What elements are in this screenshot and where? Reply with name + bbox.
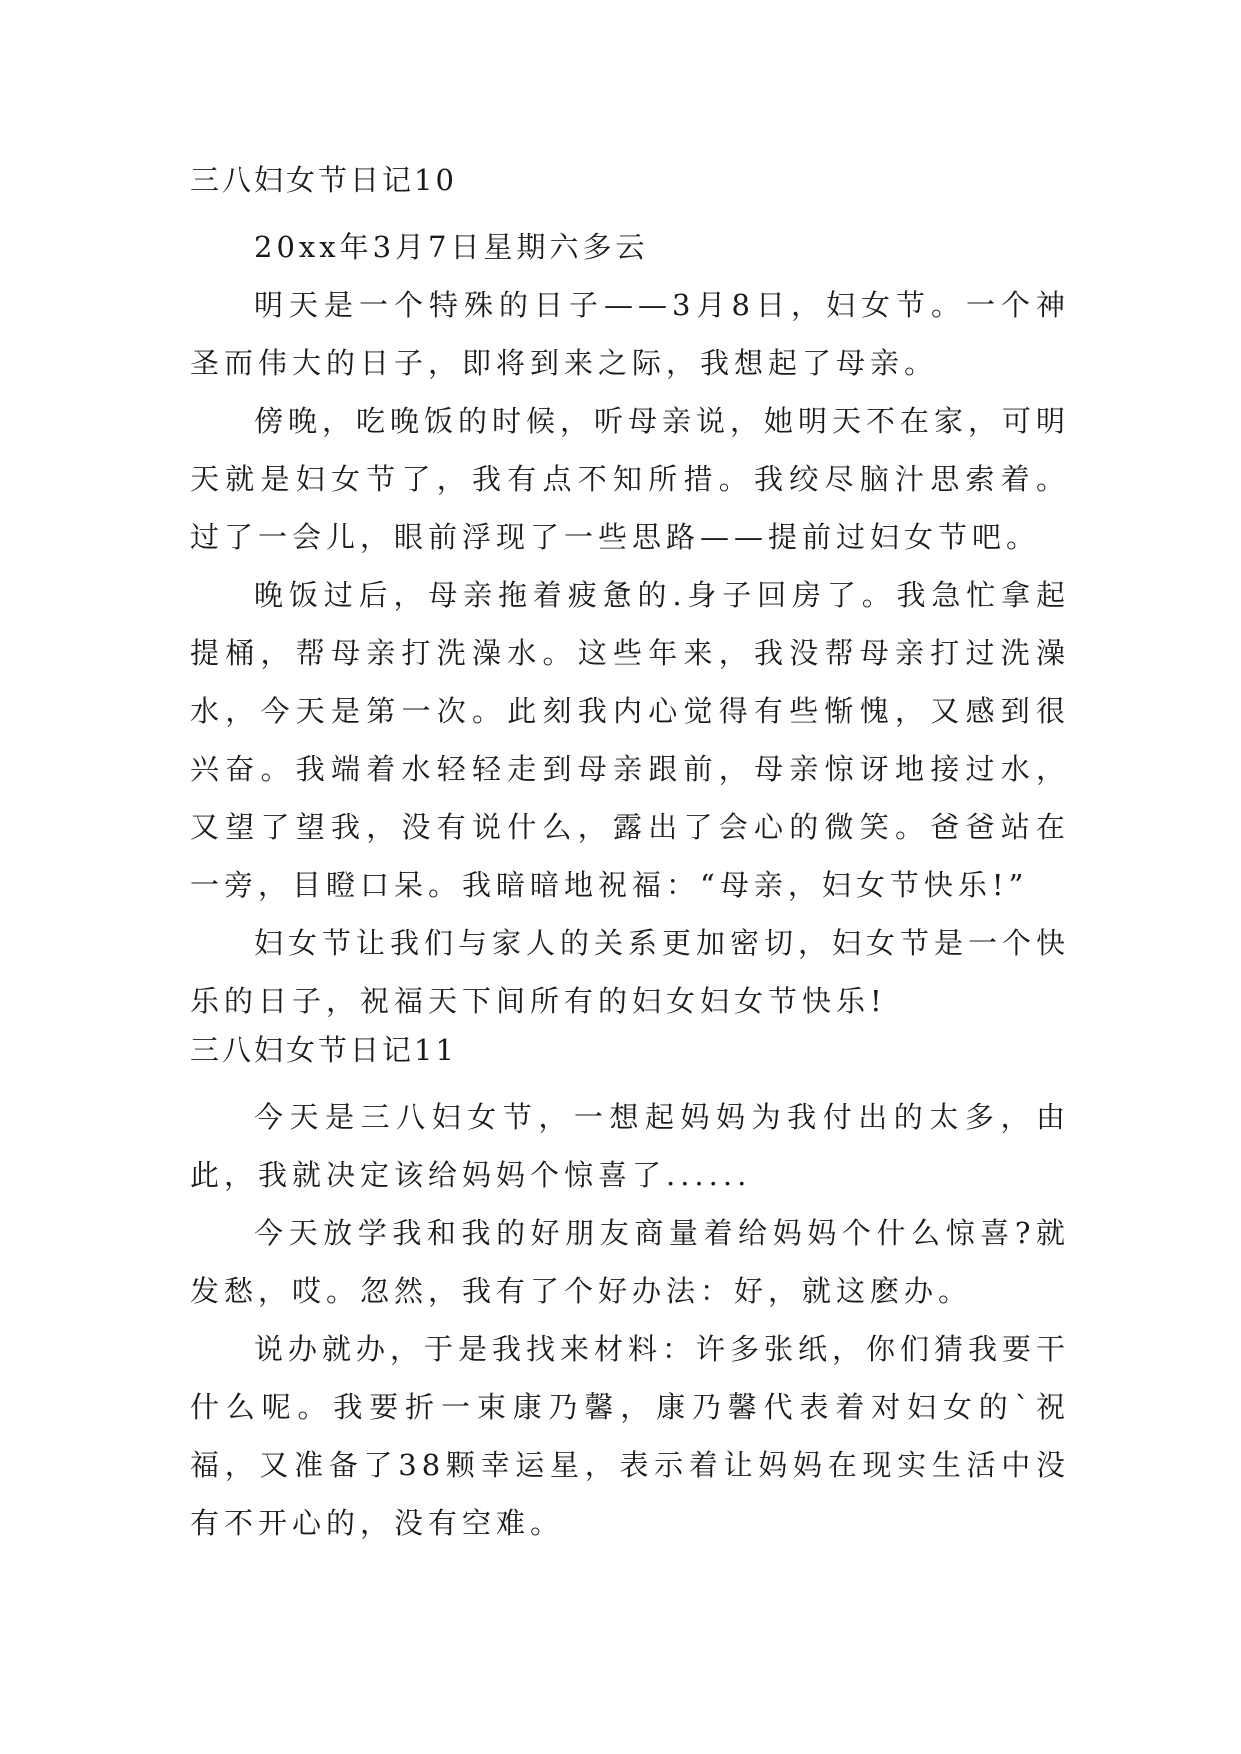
entry-date-line: 20xx年3月7日星期六多云 <box>254 230 649 264</box>
paragraph: 晚饭过后，母亲拖着疲惫的.身子回房了。我急忙拿起提桶，帮母亲打洗澡水。这些年来，我没帮母亲打过洗澡水，今天是第一次。此刻我内心觉得有些惭愧，又感到很兴奋。我端着水轻轻走到母亲跟前，母亲惊讶地接过水，又望了望我，没有说什么，露出了会心的微笑。爸爸站在一旁，目瞪口呆。我暗暗地祝福：“母亲，妇女节快乐!” <box>190 578 1070 902</box>
paragraph: 傍晚，吃晚饭的时候，听母亲说，她明天不在家，可明天就是妇女节了，我有点不知所措。我绞尽脑汁思索着。过了一会儿，眼前浮现了一些思路——提前过妇女节吧。 <box>190 404 1071 554</box>
paragraph: 妇女节让我们与家人的关系更加密切，妇女节是一个快乐的日子，祝福天下间所有的妇女妇女节快乐! <box>190 926 1071 1018</box>
paragraph: 今天是三八妇女节，一想起妈妈为我付出的太多，由此，我就决定该给妈妈个惊喜了...... <box>190 1100 1070 1192</box>
paragraph: 说办就办，于是我找来材料：许多张纸，你们猜我要干什么呢。我要折一束康乃馨，康乃馨代表着对妇女的`祝福，又准备了38颗幸运星，表示着让妈妈在现实生活中没有不开心的，没有空难。 <box>190 1332 1071 1540</box>
entry-title: 三八妇女节日记10 <box>190 163 457 197</box>
diary-entry-11 <box>190 1030 1070 1552</box>
paragraph: 明天是一个特殊的日子——3月8日，妇女节。一个神圣而伟大的日子，即将到来之际，我想起了母亲。 <box>190 288 1070 380</box>
document-page <box>190 160 1070 1552</box>
entry-title: 三八妇女节日记11 <box>190 1033 457 1067</box>
diary-entry-10 <box>190 160 1070 1030</box>
paragraph: 今天放学我和我的好朋友商量着给妈妈个什么惊喜?就发愁，哎。忽然，我有了个好办法：好，就这麽办。 <box>190 1216 1070 1308</box>
